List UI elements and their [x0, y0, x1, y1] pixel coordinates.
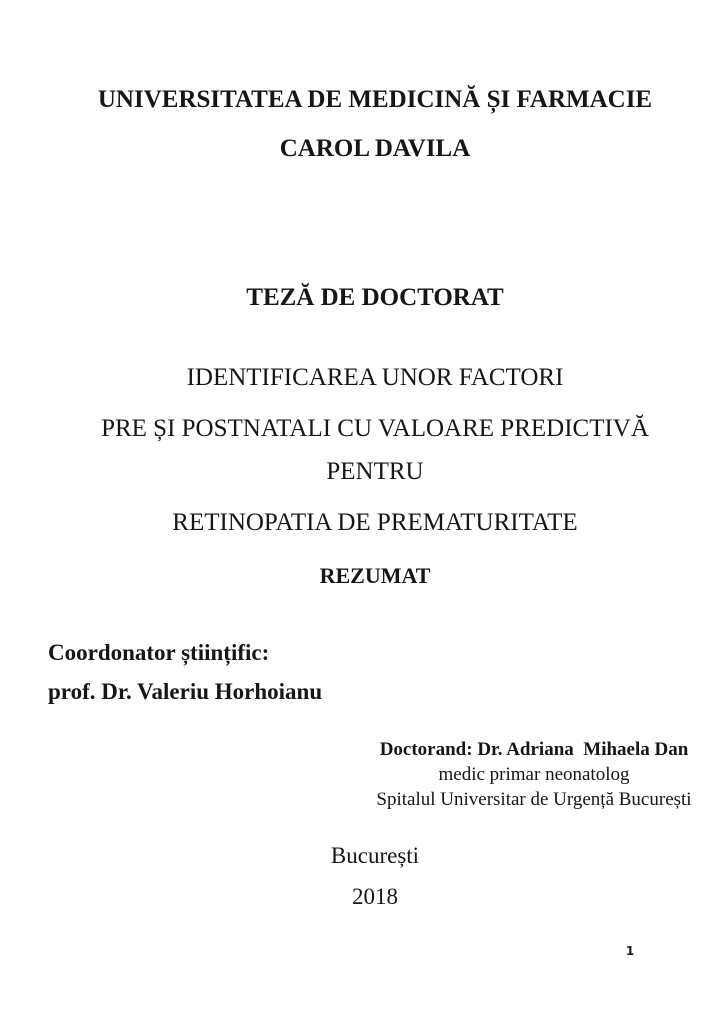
- thesis-type-label: TEZĂ DE DOCTORAT: [246, 284, 504, 311]
- candidate-name-line: Doctorand: Dr. Adriana Mihaela Dan: [379, 739, 689, 760]
- candidate-role-line: medic primar neonatolog: [438, 764, 630, 786]
- thesis-title-line-4: RETINOPATIA DE PREMATURITATE: [172, 509, 578, 536]
- thesis-title-line-1: IDENTIFICAREA UNOR FACTORI: [186, 364, 564, 391]
- footer-year: 2018: [352, 884, 398, 909]
- candidate-block: [360, 737, 708, 812]
- page-number: 1: [625, 944, 635, 958]
- university-name-line1: UNIVERSITATEA DE MEDICINĂ ȘI FARMACIE: [97, 86, 653, 113]
- thesis-title-line-2: PRE ȘI POSTNATALI CU VALOARE PREDICTIVĂ: [101, 415, 649, 442]
- candidate-institution-line: Spitalul Universitar de Urgență București: [376, 789, 692, 811]
- thesis-subtitle: REZUMAT: [319, 563, 431, 588]
- university-name-line2: CAROL DAVILA: [279, 135, 471, 162]
- footer-city: București: [330, 843, 420, 868]
- coordinator-label: Coordonator științific:: [48, 640, 270, 665]
- coordinator-name: prof. Dr. Valeriu Horhoianu: [48, 679, 323, 704]
- thesis-title-line-3: PENTRU: [326, 458, 424, 485]
